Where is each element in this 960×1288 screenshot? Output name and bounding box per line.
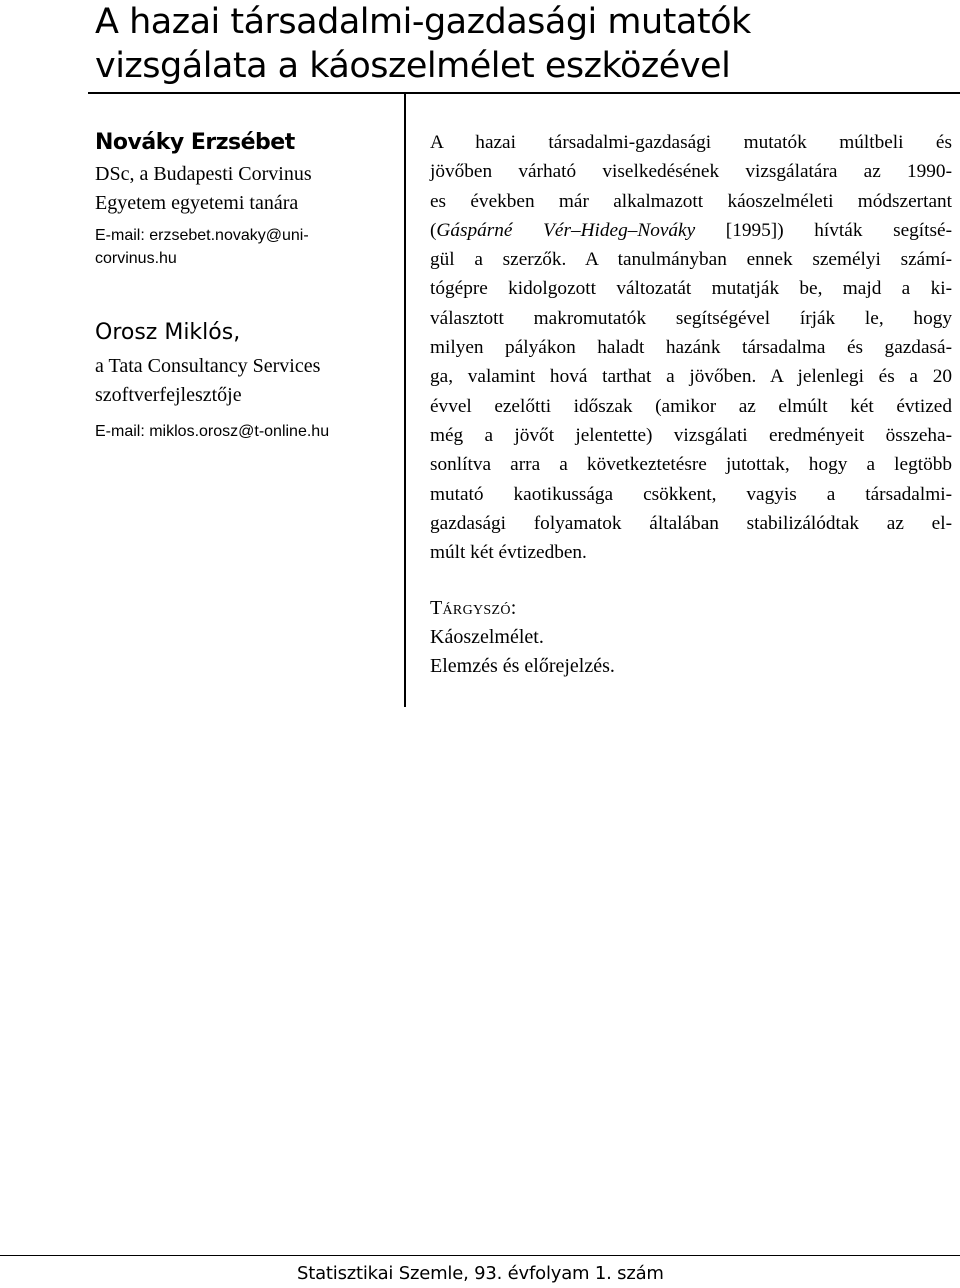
author-email[interactable] (95, 224, 395, 270)
author-affiliation-line: szoftverfejlesztője (95, 384, 242, 406)
keyword-item: Káoszelmélet. (430, 626, 544, 648)
abstract-line: es években már alkalmazott káoszelméleti módszertant (430, 190, 952, 212)
author-email-line[interactable]: E-mail: miklos.orosz@t-online.hu (95, 423, 330, 440)
author-email-line[interactable]: E-mail: erzsebet.novaky@uni- (95, 227, 309, 244)
abstract-line: tógépre kidolgozott változatát mutatják be, majd a ki- (430, 278, 952, 300)
abstract-line: múlt két évtizedben. (430, 542, 587, 564)
author-affiliation (95, 352, 395, 410)
authors-column (95, 128, 395, 443)
author-email-line[interactable]: corvinus.hu (95, 250, 177, 267)
abstract-line: jövőben várható viselkedésének vizsgálatára az 1990- (430, 161, 952, 183)
abstract (430, 128, 952, 567)
abstract-line: mutató kaotikussága csökkent, vagyis a társadalmi- (430, 483, 952, 505)
author-block (95, 128, 395, 270)
author-affiliation (95, 160, 395, 218)
abstract-line: gazdasági folyamatok általában stabilizálódtak az el- (430, 512, 952, 534)
citation-authors: Gáspárné Vér–Hideg–Nováky (436, 219, 696, 241)
abstract-line: A hazai társadalmi-gazdasági mutatók múltbeli és (430, 132, 952, 153)
title-line-2: vizsgálata a káoszelmélet eszközével (95, 46, 731, 86)
keywords-label: Tárgyszó: (430, 597, 517, 619)
abstract-line: még a jövőt jelentette) vizsgálati eredményeit összeha- (430, 424, 952, 446)
title-line-1: A hazai társadalmi-gazdasági mutatók (95, 2, 751, 42)
author-block (95, 318, 395, 443)
footer-divider (0, 1255, 960, 1256)
abstract-line-citation: (Gáspárné Vér–Hideg–Nováky [1995]) hívták segítsé- (430, 219, 952, 241)
journal-footer: Statisztikai Szemle, 93. évfolyam 1. szám (297, 1263, 664, 1284)
keyword-item: Elemzés és előrejelzés. (430, 655, 615, 677)
author-affiliation-line: a Tata Consultancy Services (95, 355, 321, 377)
abstract-line: évvel ezelőtti időszak (amikor az elmúlt két évtized (430, 395, 952, 417)
abstract-line: ga, valamint hová tarthat a jövőben. A jelenlegi és a 20 (430, 366, 952, 388)
abstract-line: gül a szerzők. A tanulmányban ennek személyi számí- (430, 249, 952, 271)
title-divider (88, 92, 960, 94)
author-name: Orosz Miklós, (95, 320, 241, 345)
column-divider (404, 94, 406, 707)
author-name: Nováky Erzsébet (95, 130, 295, 155)
author-email[interactable] (95, 420, 395, 443)
article-title (95, 0, 915, 88)
abstract-line: milyen pályákon haladt hazánk társadalma és gazdasá- (430, 337, 952, 359)
abstract-line: sonlítva arra a következtetésre jutottak, hogy a legtöbb (430, 454, 952, 476)
author-affiliation-line: Egyetem egyetemi tanára (95, 192, 299, 214)
author-affiliation-line: DSc, a Budapesti Corvinus (95, 163, 312, 185)
abstract-line: választott makromutatók segítségével írják le, hogy (430, 307, 952, 329)
keywords-block (430, 594, 930, 681)
